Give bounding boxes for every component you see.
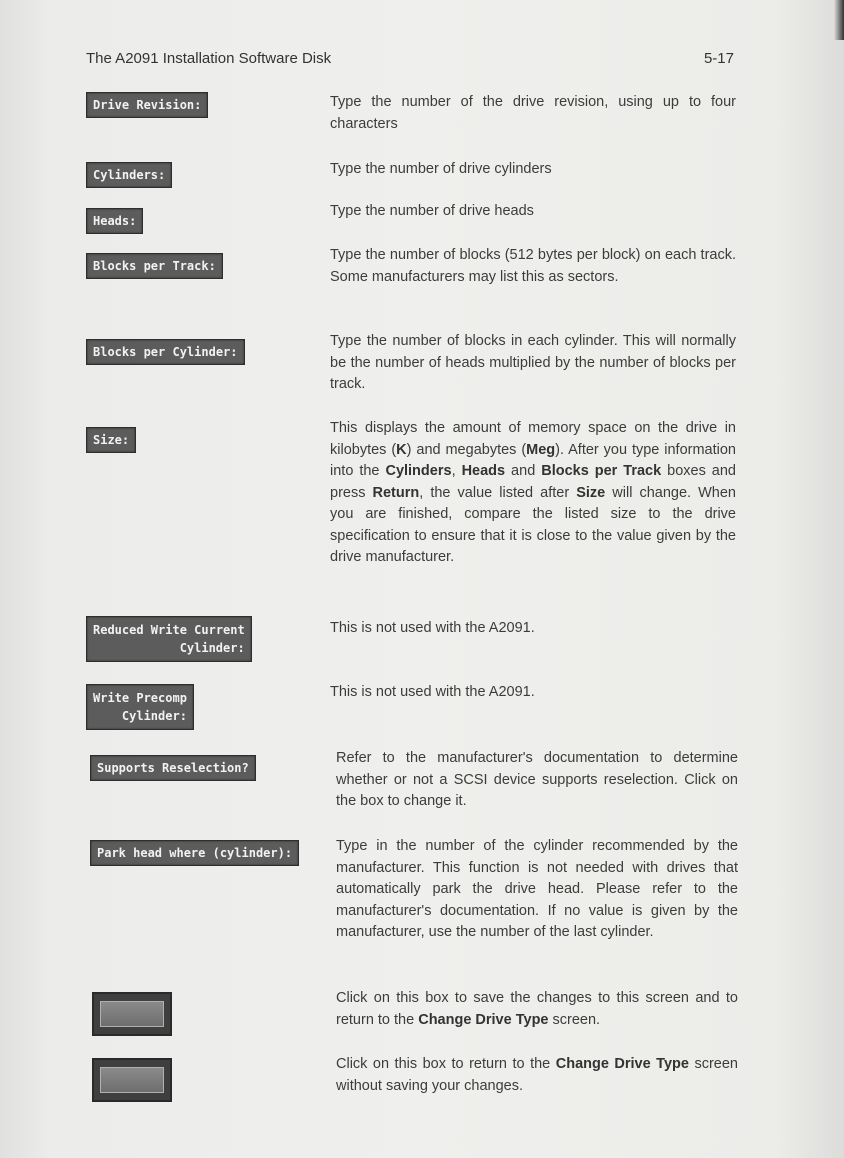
size-desc-text: and (505, 463, 542, 479)
cancel-desc-text: Click on this box to return to the (336, 1056, 556, 1072)
write-precomp-line1: Write Precomp (93, 691, 187, 705)
save-desc-change-drive-type: Change Drive Type (418, 1011, 549, 1028)
blocks-per-track-gadget: Blocks per Track: (86, 253, 223, 279)
size-desc-heads: Heads (461, 463, 506, 479)
reduced-write-current-line2: Cylinder: (179, 641, 245, 655)
size-desc-blocks-per-track: Blocks per Track (541, 463, 662, 479)
heads-description: Type the number of drive heads (330, 203, 534, 219)
cylinders-gadget: Cylinders: (86, 162, 172, 188)
cancel-button-face (100, 1067, 164, 1093)
cancel-desc-text: screen without saving your changes. (336, 1056, 738, 1094)
size-desc-k: K (396, 441, 407, 458)
write-precomp-description: This is not used with the A2091. (330, 684, 535, 700)
blocks-per-track-description: Type the number of blocks (512 bytes per block) on each track. Some manufacturers may list this as sectors. (330, 247, 736, 285)
cancel-desc-change-drive-type: Change Drive Type (555, 1056, 689, 1072)
header-title: The A2091 Installation Software Disk (86, 50, 332, 67)
size-desc-meg: Meg (526, 441, 556, 458)
save-button-description (336, 988, 738, 1031)
size-desc-text: ). After you type information into the (330, 441, 736, 479)
page-edge-shadow (834, 0, 844, 40)
drive-revision-description: Type the number of the drive revision, using up to four characters (330, 94, 736, 132)
size-desc-text: This displays the amount of memory space on the drive in kilobytes ( (330, 420, 736, 458)
save-button-face (100, 1001, 164, 1027)
write-precomp-line2: Cylinder: (121, 709, 187, 723)
size-description (330, 418, 736, 569)
cancel-button-image (92, 1058, 172, 1102)
size-desc-text: , (451, 463, 462, 479)
write-precomp-gadget (86, 684, 194, 730)
save-desc-text: screen. (548, 1011, 601, 1028)
size-desc-text: ) and megabytes ( (406, 441, 527, 458)
size-desc-text: will change. When you are finished, compare the listed size to the drive specification to ensure that it is close to the value given by the drive manufacturer. (330, 484, 736, 565)
save-desc-text: Click on this box to save the changes to this screen and to return to the (336, 990, 738, 1028)
supports-reselection-gadget: Supports Reselection? (90, 755, 256, 781)
cancel-button-description (336, 1054, 738, 1097)
reduced-write-current-line1: Reduced Write Current (93, 623, 245, 637)
park-head-gadget: Park head where (cylinder): (90, 840, 299, 866)
size-desc-cylinders: Cylinders (385, 463, 452, 479)
size-gadget: Size: (86, 427, 136, 453)
size-desc-text: boxes and press (330, 463, 736, 501)
size-desc-return: Return (372, 484, 420, 501)
reduced-write-current-gadget (86, 616, 252, 662)
size-desc-size: Size (576, 484, 606, 501)
page-number: 5-17 (703, 50, 734, 67)
drive-revision-gadget: Drive Revision: (86, 92, 208, 118)
size-desc-text: , the value listed after (419, 484, 577, 501)
blocks-per-cylinder-description: Type the number of blocks in each cylinder. This will normally be the number of heads multiplied by the number of blocks per track. (330, 333, 736, 392)
reduced-write-current-description: This is not used with the A2091. (330, 620, 535, 636)
supports-reselection-description: Refer to the manufacturer's documentation to determine whether or not a SCSI device supports reselection. Click on the box to change it. (336, 750, 738, 809)
save-button-image (92, 992, 172, 1036)
blocks-per-cylinder-gadget: Blocks per Cylinder: (86, 339, 245, 365)
page-header (86, 50, 734, 70)
heads-gadget: Heads: (86, 208, 143, 234)
cylinders-description: Type the number of drive cylinders (330, 161, 552, 177)
park-head-description: Type in the number of the cylinder recommended by the manufacturer. This function is not needed with drives that automatically park the drive head. Please refer to the manufacturer's documentation. If no value is given by the manufacturer, use the number of the last cylinder. (336, 838, 738, 940)
